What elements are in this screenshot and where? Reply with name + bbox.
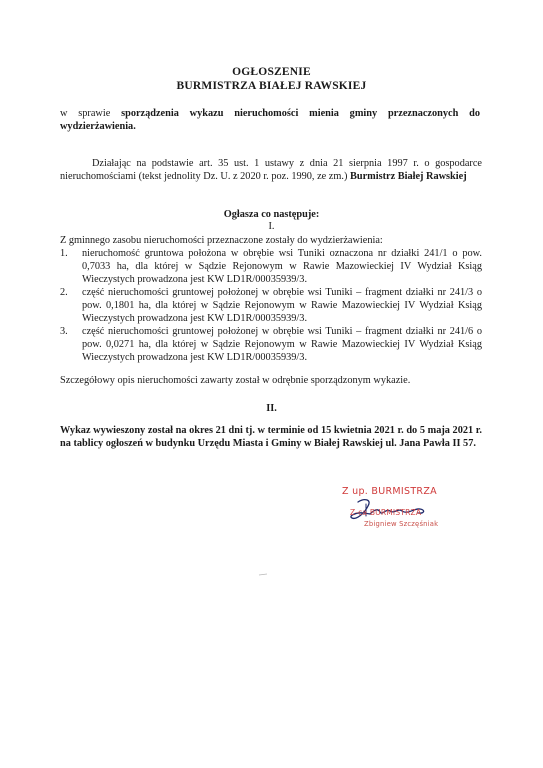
document-issuer: BURMISTRZA BIAŁEJ RAWSKIEJ: [176, 80, 367, 92]
list-item-number: 3.: [60, 326, 68, 337]
posting-notice: Wykaz wywieszony został na okres 21 dni tj. w terminie od 15 kwietnia 2021 r. do 5 maja 2021 r. na tablicy ogłoszeń w budynku Urzędu Miasta i Gminy w Białej Rawskiej ul. Jana Pawła II 57.: [60, 425, 482, 449]
list-item-number: 1.: [60, 248, 68, 259]
section-1-numeral: I.: [268, 221, 275, 232]
stamp-title: Z-ca BURMISTRZA: [350, 508, 422, 517]
document-title: OGŁOSZENIE: [232, 66, 311, 78]
property-list: [60, 247, 482, 364]
section-2-numeral: II.: [266, 403, 277, 414]
signature-stamp: [328, 486, 468, 546]
subject-paragraph: [60, 107, 480, 133]
list-item-text: część nieruchomości gruntowej położonej w obrębie wsi Tuniki – fragment działki nr 241/3 o pow. 0,1801 ha, dla której w Sądzie Rejonowym w Rawie Mazowieckiej IV Wydział Ksiąg Wieczystych prowadzona jest KW LD1R/00035939/3.: [82, 287, 482, 324]
detail-note: Szczegółowy opis nieruchomości zawarty został w odrębnie sporządzonym wykazie.: [60, 375, 411, 386]
subject-bold: sporządzenia wykazu nieruchomości mienia gminy przeznaczonych do wydzierżawienia.: [60, 108, 480, 132]
stamp-name: Zbigniew Szczęśniak: [364, 520, 439, 528]
list-item-text: nieruchomość gruntowa położona w obrębie wsi Tuniki oznaczona nr działki 241/1 o pow. 0,7033 ha, dla której w Sądzie Rejonowym w Rawie Mazowieckiej IV Wydział Ksiąg Wieczystych prowadzona jest KW LD1R/00035939/3.: [82, 248, 482, 285]
list-item: [60, 247, 482, 286]
announces-heading: Ogłasza co następuje:: [223, 209, 320, 220]
intro-text: Działając na podstawie art. 35 ust. 1 ustawy z dnia 21 sierpnia 1997 r. o gospodarce nieruchomościami (tekst jednolity Dz. U. z 2020 r. poz. 1990, ze zm.): [60, 158, 482, 182]
subject-prefix: w sprawie: [60, 108, 111, 119]
intro-paragraph: [60, 157, 482, 183]
list-item-text: część nieruchomości gruntowej położonej w obrębie wsi Tuniki – fragment działki nr 241/6 o pow. 0,0271 ha, dla której w Sądzie Rejonowym w Rawie Mazowieckiej IV Wydział Ksiąg Wieczystych prowadzona jest KW LD1R/00035939/3.: [82, 326, 482, 363]
stamp-authority: Z up. BURMISTRZA: [342, 486, 437, 497]
list-item-number: 2.: [60, 287, 68, 298]
intro-authority: Burmistrz Białej Rawskiej: [349, 171, 467, 182]
list-item: [60, 325, 482, 364]
list-item: [60, 286, 482, 325]
section-1-lead: Z gminnego zasobu nieruchomości przeznaczone zostały do wydzierżawienia:: [60, 235, 383, 246]
scan-speck: [258, 573, 268, 576]
